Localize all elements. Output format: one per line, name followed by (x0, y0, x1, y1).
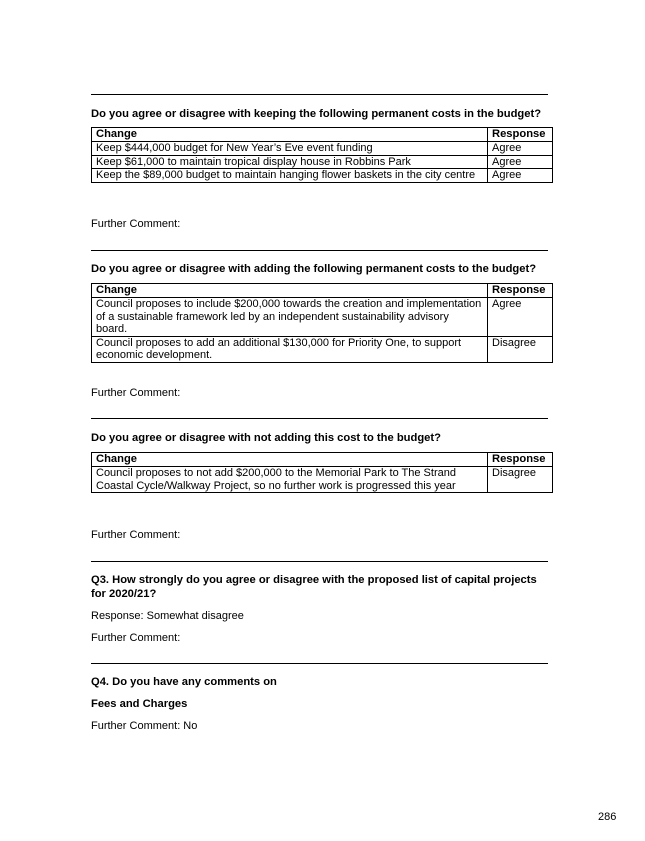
change-cell: Keep $444,000 budget for New Year’s Eve event funding (92, 142, 488, 156)
divider (91, 94, 548, 95)
section-question: Do you agree or disagree with adding the following permanent costs to the budget? (91, 263, 537, 275)
table-header-row (92, 284, 553, 298)
change-cell: Keep $61,000 to maintain tropical display house in Robbins Park (92, 155, 488, 169)
responses-table (91, 127, 553, 183)
column-header-response: Response (488, 284, 553, 298)
q3-response: Response: Somewhat disagree (91, 610, 244, 622)
table-header-row (92, 453, 553, 467)
divider (91, 250, 548, 251)
table-row (92, 155, 553, 169)
table-row (92, 298, 553, 337)
divider (91, 418, 548, 419)
response-cell: Agree (488, 155, 553, 169)
response-cell: Agree (488, 142, 553, 156)
column-header-change: Change (92, 453, 488, 467)
response-cell: Disagree (488, 467, 553, 493)
column-header-change: Change (92, 284, 488, 298)
q4-question: Q4. Do you have any comments on (91, 676, 277, 688)
change-cell: Council proposes to include $200,000 towards the creation and implementation of a sustainable framework led by an independent sustainability advisory board. (92, 298, 488, 337)
table-header-row (92, 128, 553, 142)
response-cell: Disagree (488, 336, 553, 362)
responses-table (91, 452, 553, 493)
divider (91, 663, 548, 664)
response-cell: Agree (488, 298, 553, 337)
change-cell: Council proposes to add an additional $130,000 for Priority One, to support economic development. (92, 336, 488, 362)
change-cell: Keep the $89,000 budget to maintain hanging flower baskets in the city centre (92, 169, 488, 183)
further-comment: Further Comment: (91, 387, 181, 399)
further-comment: Further Comment: (91, 632, 181, 644)
section-question: Do you agree or disagree with keeping the following permanent costs in the budget? (91, 108, 542, 120)
column-header-response: Response (488, 128, 553, 142)
further-comment: Further Comment: No (91, 720, 198, 732)
responses-table (91, 283, 553, 363)
section-question: Do you agree or disagree with not adding this cost to the budget? (91, 432, 441, 444)
column-header-response: Response (488, 453, 553, 467)
table-row (92, 142, 553, 156)
divider (91, 561, 548, 562)
table-row (92, 336, 553, 362)
response-cell: Agree (488, 169, 553, 183)
table-row (92, 467, 553, 493)
change-cell: Council proposes to not add $200,000 to the Memorial Park to The Strand Coastal Cycle/Walkway Project, so no further work is progressed this year (92, 467, 488, 493)
q3-question: Q3. How strongly do you agree or disagree with the proposed list of capital projects for 2020/21? (91, 574, 537, 600)
column-header-change: Change (92, 128, 488, 142)
further-comment: Further Comment: (91, 218, 181, 230)
q4-subheading: Fees and Charges (91, 698, 188, 710)
table-row (92, 169, 553, 183)
further-comment: Further Comment: (91, 529, 181, 541)
page-number: 286 (598, 811, 617, 823)
